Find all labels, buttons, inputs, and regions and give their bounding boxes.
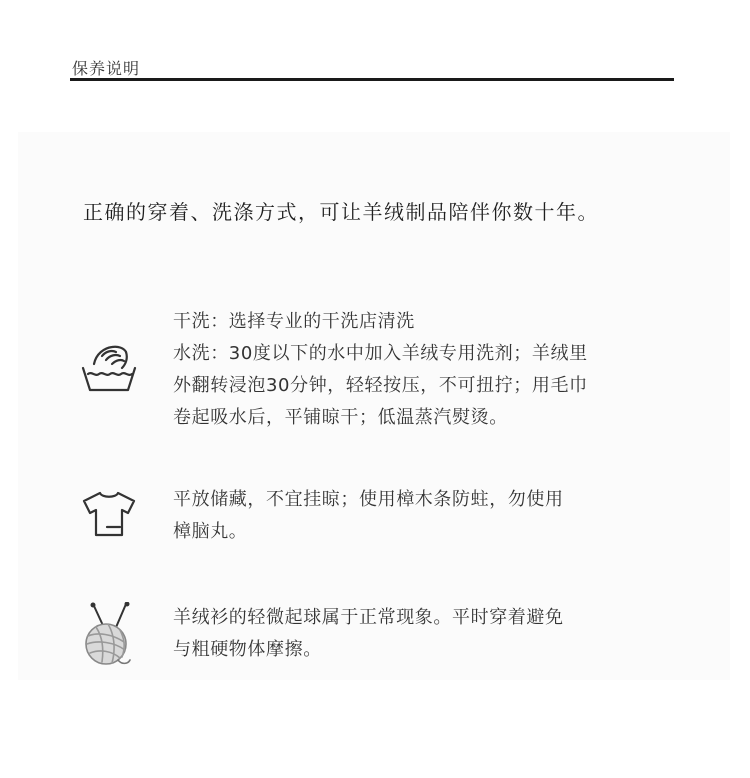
washing-text <box>173 306 651 434</box>
slogan: 正确的穿着、洗涤方式，可让羊绒制品陪伴你数十年。 <box>83 200 599 224</box>
text-line: 平放储藏，不宜挂晾；使用樟木条防蛀，勿使用 <box>173 489 564 510</box>
shirt-icon <box>80 489 138 543</box>
storage-text <box>173 484 651 548</box>
text-line: 樟脑丸。 <box>173 521 248 542</box>
text-line: 羊绒衫的轻微起球属于正常现象。平时穿着避免 <box>173 607 564 628</box>
text-line: 卷起吸水后，平铺晾干；低温蒸汽熨烫。 <box>173 407 508 428</box>
text-line: 水洗：30度以下的水中加入羊绒专用洗剂；羊绒里 <box>173 343 588 364</box>
header-divider <box>70 78 674 81</box>
pilling-text <box>173 602 651 666</box>
text-line: 外翻转浸泡30分钟，轻轻按压，不可扭拧；用毛巾 <box>173 375 588 396</box>
text-line: 与粗硬物体摩擦。 <box>173 639 322 660</box>
header-title: 保养说明 <box>72 59 141 78</box>
text-line: 干洗：选择专业的干洗店清洗 <box>173 311 415 332</box>
yarn-ball-icon <box>80 602 136 672</box>
hand-wash-icon <box>80 342 140 398</box>
